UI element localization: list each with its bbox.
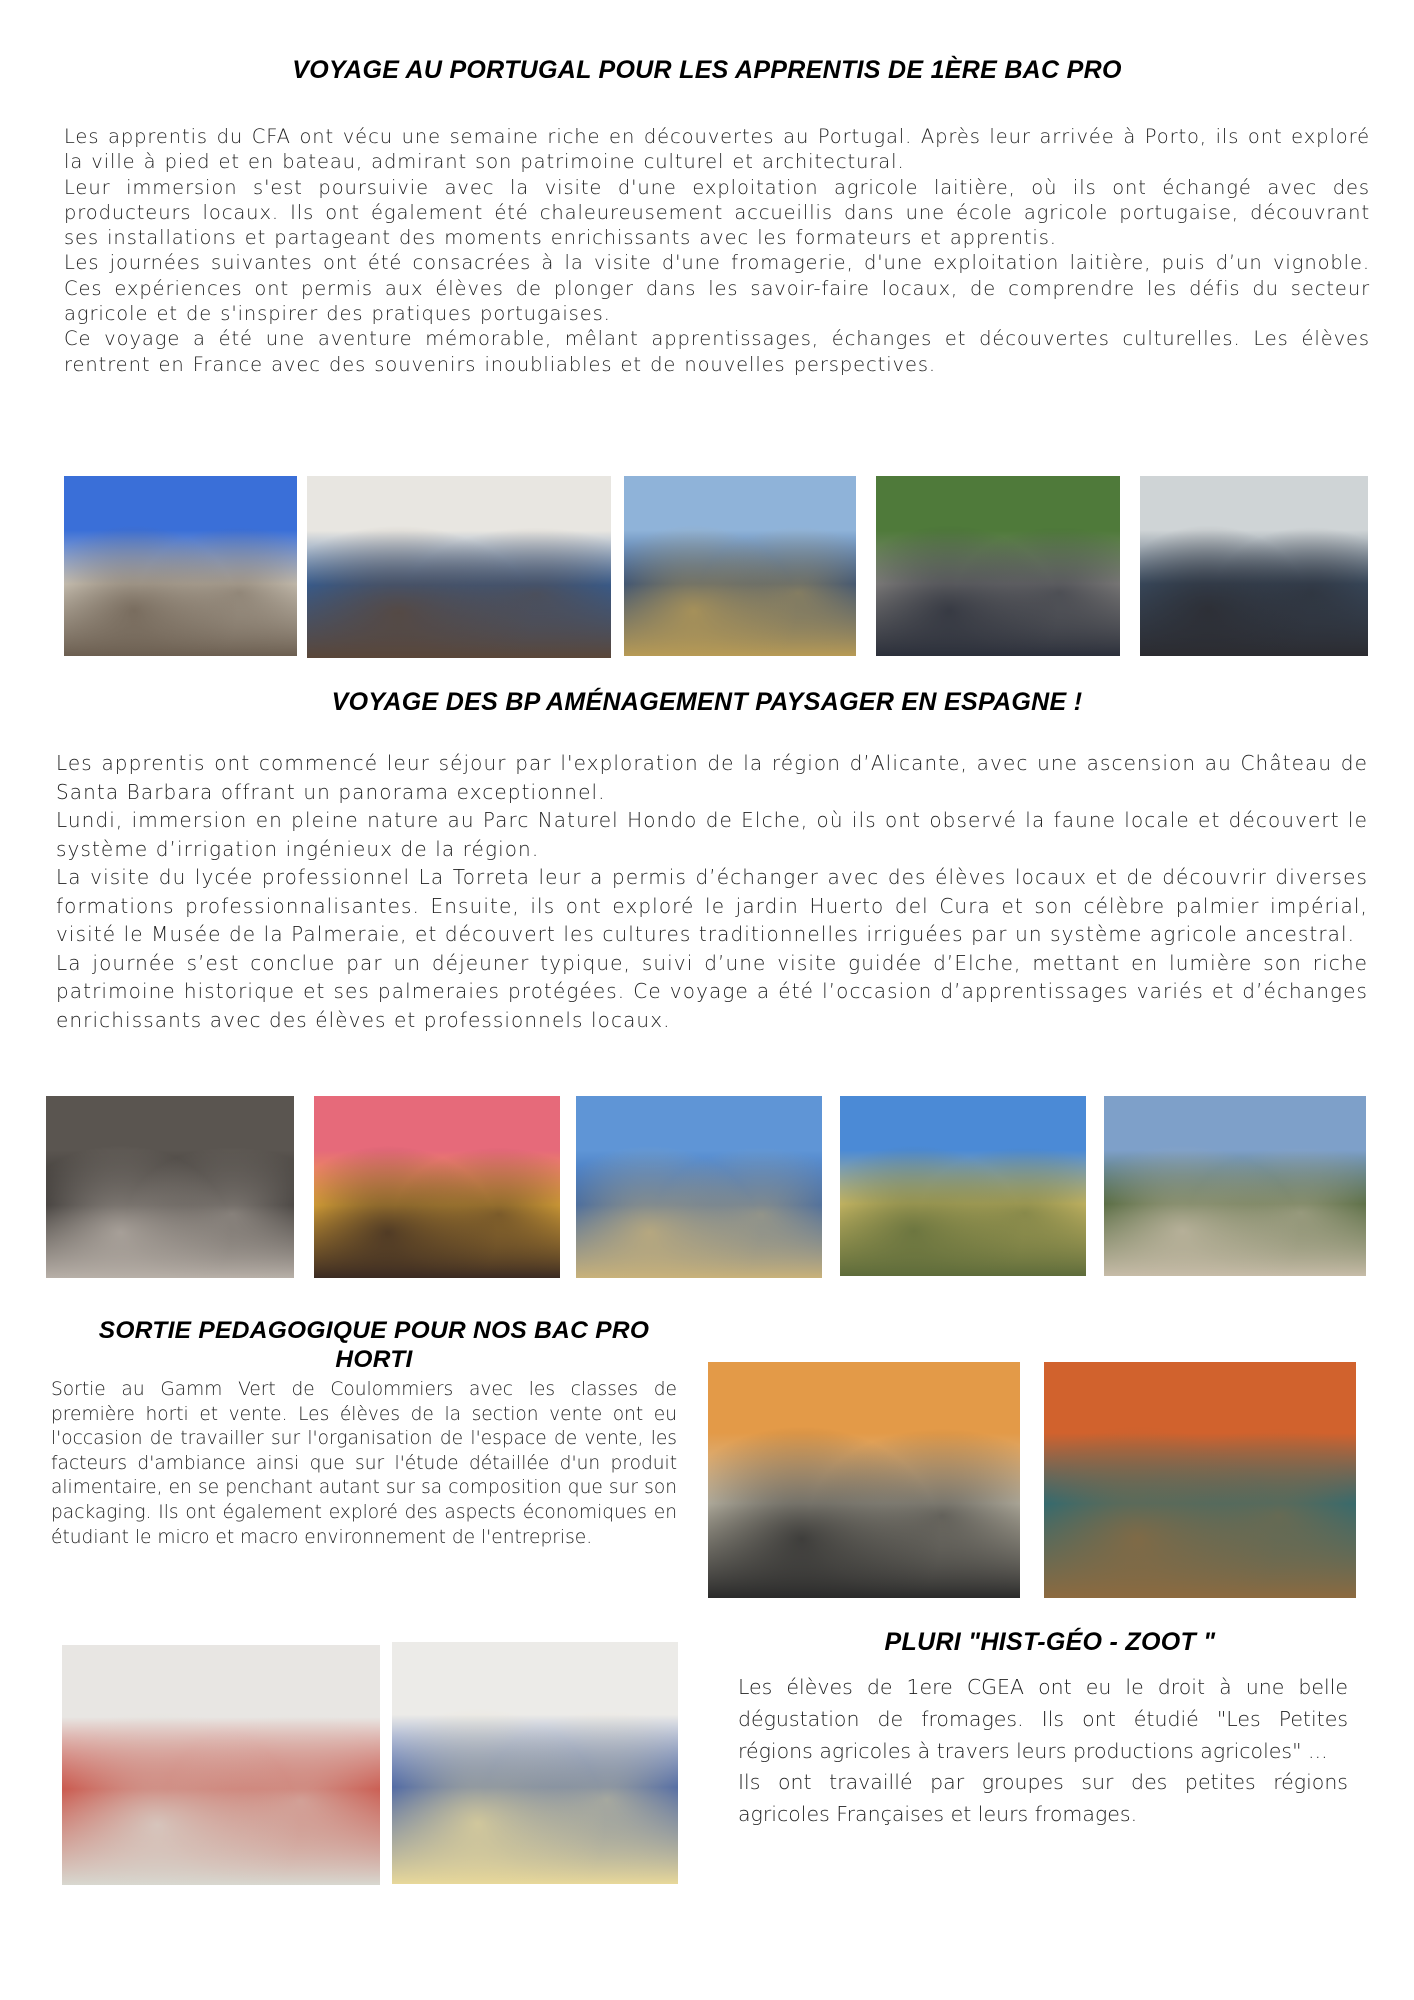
paragraph: Leur immersion s'est poursuivie avec la visite d'une exploitation agricole laitière, où ils ont échangé avec des producteurs locaux. Ils ont également été chaleureusement accueillis dans une école agricole portugaise, découvrant ses installations et partageant des moments enrichissants avec les formateurs et apprentis. [64,175,1370,250]
photo-machinery-workshop [46,1096,294,1278]
photo-image [876,476,1120,656]
photo-image [1104,1096,1366,1276]
section-title-sortie [44,1316,704,1374]
photo-ferry-terminal [1140,476,1368,656]
photo-image [624,476,856,656]
paragraph: La journée s’est conclue par un déjeuner typique, suivi d’une visite guidée d’Elche, mettant en lumière son riche patrimoine historique et ses palmeraies protégées. Ce voyage a été l’occasion d’apprentissages variés et d’échanges enrichissants avec des élèves et professionnels locaux. [56,950,1368,1032]
section-title-pluri: PLURI "HIST-GÉO - ZOOT " [884,1628,1216,1656]
paragraph: Les journées suivantes ont été consacrées à la visite d'une fromagerie, d'une exploitation laitière, puis d’un vignoble. Ces expériences ont permis aux élèves de plonger dans les savoir-faire locaux, de comprendre les défis du secteur agricole et de s'inspirer des pratiques portugaises. [64,251,1370,326]
photo-palm-grove-group [1104,1096,1366,1276]
photo-image [307,476,611,658]
photo-image [392,1642,678,1884]
photo-cheese-tasting-table [392,1642,678,1884]
portugal-body [64,124,1370,377]
photo-porto-city-hall [64,476,297,656]
photo-lagoon-boardwalk [624,476,856,656]
photo-salon-de-actos [840,1096,1086,1276]
section-title-line: SORTIE PEDAGOGIQUE POUR NOS BAC PRO [98,1317,650,1344]
photo-image [708,1362,1020,1598]
photo-cheese-tasting-classroom [62,1645,380,1885]
photo-cobblestone-walk [876,476,1120,656]
photo-image [840,1096,1086,1276]
sortie-body [51,1378,677,1550]
photo-natural-park [576,1096,822,1278]
photo-image [46,1096,294,1278]
section-title-line: HORTI [335,1346,413,1373]
photo-garden-centre-orchid [1044,1362,1356,1598]
paragraph: Ils ont travaillé par groupes sur des petites régions agricoles Françaises et leurs fromages. [738,1770,1348,1827]
photo-table-football [314,1096,560,1278]
section-title-espagne: VOYAGE DES BP AMÉNAGEMENT PAYSAGER EN ESPAGNE ! [331,688,1083,716]
photo-image [314,1096,560,1278]
photo-image [1044,1362,1356,1598]
paragraph: La visite du lycée professionnel La Torreta leur a permis d’échanger avec des élèves locaux et de découvrir diverses formations professionnalisantes. Ensuite, ils ont exploré le jardin Huerto del Cura et son célèbre palmier impérial, visité le Musée de la Palmeraie, et découvert les cultures traditionnelles irriguées par un système agricole ancestral. [56,865,1368,946]
photo-image [1140,476,1368,656]
section-title-portugal: VOYAGE AU PORTUGAL POUR LES APPRENTIS DE 1ÈRE BAC PRO [292,56,1122,84]
photo-image [62,1645,380,1885]
paragraph: Ce voyage a été une aventure mémorable, mêlant apprentissages, échanges et découvertes culturelles. Les élèves rentrent en France avec des souvenirs inoubliables et de nouvelles perspectives. [64,327,1370,376]
pluri-body [738,1672,1348,1831]
photo-pumping-station [307,476,611,658]
espagne-body [56,749,1368,1034]
photo-image [576,1096,822,1278]
photo-garden-centre-bags [708,1362,1020,1598]
paragraph: Les apprentis ont commencé leur séjour par l'exploration de la région d’Alicante, avec une ascension au Château de Santa Barbara offrant un panorama exceptionnel. [56,751,1368,804]
paragraph: Sortie au Gamm Vert de Coulommiers avec les classes de première horti et vente. Les élèves de la section vente ont eu l'occasion de travailler sur l'organisation de l'espace de vente, les facteurs d'ambiance ainsi que sur l'étude détaillée d'un produit alimentaire, en se penchant autant sur sa composition que sur son packaging. Ils ont également exploré des aspects économiques en étudiant le micro et macro environnement de l'entreprise. [51,1379,677,1548]
paragraph: Lundi, immersion en pleine nature au Parc Naturel Hondo de Elche, où ils ont observé la faune locale et découvert le système d’irrigation ingénieux de la région. [56,808,1368,861]
photo-image [64,476,297,656]
paragraph: Les élèves de 1ere CGEA ont eu le droit à une belle dégustation de fromages. Ils ont étudié "Les Petites régions agricoles à travers leurs productions agricoles" ... [738,1675,1348,1763]
paragraph: Les apprentis du CFA ont vécu une semaine riche en découvertes au Portugal. Après leur arrivée à Porto, ils ont exploré la ville à pied et en bateau, admirant son patrimoine culturel et architectural. [64,125,1370,174]
